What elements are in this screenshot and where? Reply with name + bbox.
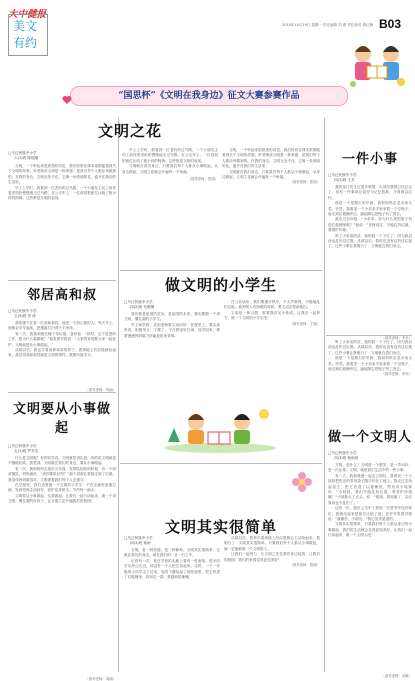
- flower-decoration-icon: [290, 470, 314, 494]
- banner-title: “国思杯”《文明在我身边》征文大赛参赛作品: [118, 91, 300, 101]
- section-badge: [8, 14, 48, 56]
- article-school: □马边民族中小学: [124, 536, 153, 540]
- article-civil-person-top: 听了小弟弟的话，我的脸一下子红了，因为我以前也乱扔过垃圾。从那以后，我再也没有乱扔过垃圾了。这件小事让我明白了：文明就在我们身边。 那是一个星期天的早晨，我和妈妈去菜市场买菜。突然，我看见一个小弟弟手里拿着一个空瓶子，他走到垃圾桶旁边，踮起脚尖把瓶子扔了进去。 （指导老师：李东）: [328, 340, 412, 377]
- article-title: 文明要从小事做起: [12, 402, 111, 436]
- kids-reading-illustration: [160, 402, 280, 454]
- article-editor: （指导老师：张丽）: [187, 177, 218, 182]
- article-author: 五(3)班 李 涛: [14, 314, 36, 318]
- article-editor: （指导老师：周丽）: [85, 677, 116, 681]
- article-author: 四(3)班 杨雨萱: [334, 456, 359, 460]
- article-simple: [120, 466, 322, 672]
- article-author: 四(1)班 王芳: [334, 178, 355, 182]
- contest-banner: [70, 86, 348, 106]
- article-school: □马边民族中小学: [8, 444, 37, 448]
- article-author: 六(1)班 陈瑞瑞: [14, 156, 39, 160]
- masthead-logo: 大中健报: [8, 9, 47, 20]
- article-body: 文明，是一种美德，是一种修养。文明其实很简单，它就在我们的身边，就在我们的一言一行之中。 记得有一次，我在学校的走廊上看到一张废纸，很多同学从旁边走过，却没有一个人把它捡起来。这时，一个一年级的小同学走了过来，他弯下腰捡起了那张废纸，把它扔进了垃圾桶里。看到这一幕，我感到很惭愧。: [124, 548, 220, 580]
- article-title: 文明之花: [97, 122, 162, 140]
- banner-heart-icon: [62, 90, 72, 100]
- article-flower-continued: 早上上学时，我看到一位老奶奶过马路，一个小朋友主动上前扶着老奶奶慢慢地走过马路。在公交车上，一位叔叔把座位让给了抱小孩的阿姨。这些都是文明的表现。 文明就在我们身边，只要我们每个人都从小事做起，从身边做起，文明之花就会开遍每一个角落。 （指导老师：张丽）: [122, 148, 218, 182]
- article-school: □马边民族中小学: [8, 309, 37, 313]
- article-title: 文明其实很简单: [164, 518, 277, 536]
- article-body: 文明，一个听起来很熟悉的词语，我们经常在课本里都能看到关于文明的故事。听老师讲文明是一种美德，是我们每个人都应该做到的。在我的身边，文明无处不在，它像一朵美丽的花，盛开在我们的生活里。 早上上学时，我看到一位老奶奶过马路，一个小朋友主动上前扶着老奶奶慢慢地走过马路。在公交车上，一位叔叔把座位让给了抱小孩的阿姨。这些都是文明的表现。: [8, 164, 116, 201]
- article-flower: [8, 120, 162, 278]
- article-body: 什么是文明呢？有的同学说，文明就是讲礼貌，有的说文明就是不随地吐痰。我觉得，文明就在我们的身边，要从小事做起。 有一次，我和妈妈去超市买东西，在排队结账的时候，有一个叔叔插队，妈妈就说：“请你排队好吗？”那个叔叔红着脸走到了后面。我觉得妈妈做得对，文明需要我们每个人去遵守。 在学校里，我们也要做一个文明的小学生：不在走廊里追逐打闹，见到老师主动问好，爱护花草树木，节约每一滴水。 文明要从小事做起，从我做起。让我们一起行动起来，做一个讲文明、懂礼貌的好孩子，让文明之花开遍我们的校园！: [8, 456, 116, 504]
- article-author: 四(2)班 代俊琳: [130, 305, 155, 309]
- article-editor: （指导老师：何丽）: [85, 388, 116, 392]
- article-flower-column3: 文明，一个听起来很熟悉的词语，我们经常在课本里都能看到关于文明的故事。听老师讲文明是一种美德，是我们每个人都应该做到的。在我的身边，文明无处不在，它像一朵美丽的花，盛开在我们的生活里。 文明就在我们身边，只要我们每个人都从小事做起，从身边做起，文明之花就会开遍每一个角落。 （指导老师：张丽）: [222, 148, 320, 185]
- dateline: 2015年10月19日 星期一 责任编辑 刘 燕 责任校对 胡红梅: [282, 23, 373, 27]
- article-good-student: [120, 274, 322, 460]
- article-body: 我的身边发生过很多事情，大部分我都已经忘记了，但有一件事却让我至今记忆犹新，令我难以忘怀。 那是一个星期天的早晨，我和妈妈去菜市场买菜。突然，我看见一个小弟弟手里拿着一个空瓶子，他走到垃圾桶旁边，踮起脚尖把瓶子扔了进去。 我走过去问他：“小弟弟，你为什么要把瓶子扔进垃圾桶里呢？”他说：“老师说过，不能乱扔垃圾，要保护环境。” 听了小弟弟的话，我的脸一下子红了，因为我以前也乱扔过垃圾。从那以后，我再也没有乱扔过垃圾了。这件小事让我明白了：文明就在我们身边。: [328, 185, 412, 249]
- article-body: 我家楼下住着一位高和叔叔，他是一个热心肠的人。每天早上，他都会早早起床，把楼道打扫得干干净净。 有一次，我看到他在楼下捡垃圾，我问他：“叔叔，这不是您的工作，您为什么要做呢？”他笑着对我说：“大家的家园要大家一起爱护，文明就是从小事做起。” 从那以后，我也学着高和叔叔的样子，看到地上有垃圾就捡起来。我觉得高和叔叔就是文明的榜样，我要向他学习。: [8, 321, 116, 358]
- article-title: 邻居高和叔: [26, 288, 97, 303]
- article-title: 做一个文明人: [328, 430, 413, 445]
- article-school: □马边民族中小学: [8, 151, 37, 155]
- article-school: □马边民族中小学: [328, 451, 357, 455]
- article-body: 我们都是祖国的花朵，是祖国的未来，我们要做一个讲文明、懂礼貌的小学生。 早上到学校，见到老师要主动问好；在课堂上，要认真听讲，积极发言；下课了，不在教室里打闹；放学回家，要帮爸爸妈妈做力所能及的家务事。: [124, 312, 220, 338]
- article-small-event: [328, 120, 412, 340]
- article-body-column2: 从那以后，我每次看到地上有垃圾都会主动捡起来。我明白了：文明其实很简单，只要我们每个人都从小事做起，就一定能够做一个文明的人。 让我们一起努力，让文明之花在我们身边绽放，让我们的校园、我们的家园变得更加美好！ （指导老师：陈刚）: [224, 536, 320, 568]
- article-body: 文明，是什么？文明是一个微笑，是一声问好，是一次让座。文明，就是我们生活中的一些小事。 有一天，我和爸爸一起去公园玩，我看见一个小妹妹把吃完的零食袋子随手扔在了地上。我走过去捡起袋子，把它扔进了垃圾桶里，然后对小妹妹说：“小妹妹，我们不能乱扔垃圾，要爱护环境哦！”小妹妹点了点头，说：“姐姐，我知道了，以后我再也不乱扔了。” 还有一次，我在公交车上看见一位老爷爷没有座位，我就站起来把座位让给了他，老爷爷笑着对我说：“谢谢你，小朋友。”我心里美滋滋的。 文明其实很简单，只要我们每个人都从身边的小事做起，我们的生活就会变得更加美好。让我们一起行动起来，做一个文明人吧！: [328, 463, 412, 538]
- article-author: 四(3)班 杨雨: [130, 541, 151, 545]
- article-editor: （指导老师：陈刚）: [289, 563, 320, 568]
- children-reading-illustration: [345, 40, 411, 90]
- article-editor: （指导老师：李东）: [381, 336, 412, 340]
- children-reading-icon: [345, 40, 411, 90]
- article-title: 做文明的小学生: [164, 276, 277, 294]
- article-title: 一件小事: [341, 152, 398, 167]
- article-author: 五(1)班 罗芳芳: [14, 449, 39, 453]
- article-editor: （指导老师：吴敏）: [381, 674, 412, 678]
- article-body-column2: 在公共场所，我们要遵守秩序，不大声喧哗，不随地乱扔垃圾。看到别人有困难的时候，要主动去帮助他们。 文明是一种习惯，需要我们从小养成。让我们一起努力，做一个文明的小学生吧！ （指导老师：王刚）: [224, 300, 320, 326]
- article-school: □马边民族中小学: [124, 300, 153, 304]
- kids-reading-icon: [160, 402, 280, 454]
- article-small-things: [8, 398, 116, 681]
- page-number: B03: [379, 17, 402, 31]
- section-badge-text: 美文有约: [13, 19, 38, 50]
- article-neighbor: [8, 284, 116, 390]
- article-editor: （指导老师：王刚）: [289, 321, 320, 326]
- article-school: □马边民族中小学: [328, 173, 357, 177]
